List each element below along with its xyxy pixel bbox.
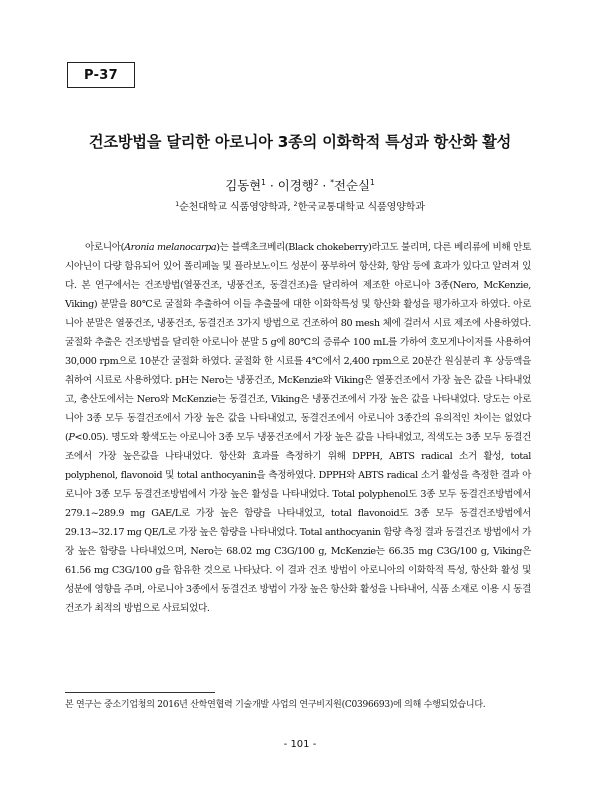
page-number: - 101 -: [283, 739, 317, 750]
affiliation-text: 순천대학교 식품영양학과,: [179, 202, 294, 213]
abstract-body: [65, 238, 531, 618]
species-name: Aronia melanocarpa: [124, 242, 217, 253]
poster-code: P-37: [84, 67, 118, 83]
funding-footnote: 본 연구는 중소기업청의 2016년 산학연협력 기술개발 사업의 연구비지원(C0396693)에 의해 수행되었습니다.: [65, 700, 486, 710]
abstract-text: )는 블랙초크베리(Black chokeberry)라고도 불리며, 다른 베리류에 비해 안토시아닌이 다량 함유되어 있어 폴리페놀 및 플라보노이드 성분이 풍부하여 항산화, 항암 등에 효과가 있다고 알려져 있다. 본 연구에서는 건조방법(열풍건조, 냉풍건조, 동결건조)을 달리하여 제조한 아로니아 3종(Nero, McKenzie, Viking) 분말을 80℃로 굴절화 추출하여 이들 추출물에 대한 이화학특성 및 항산화 활성을 평가하고자 하였다. 아로니아 분말은 열풍건조, 냉풍건조, 동결건조 3가지 방법으로 건조하여 80 mesh 체에 걸러서 시료 제조에 사용하였다. 굴절화 추출은 건조방법을 달리한 아로니아 분말 5 g에 80℃의 증류수 100 mL를 가하여 호모게나이저를 사용하여 30,000 rpm으로 10분간 굴절화 하였다. 굴절화 한 시료를 4℃에서 2,400 rpm으로 20분간 원심분리 후 상등액을 취하여 시료로 사용하였다. pH는 Nero는 냉풍건조, McKenzie와 Viking은 열풍건조에서 가장 높은 값을 나타내었고, 총산도에서는 Nero와 McKenzie는 동결건조, Viking은 냉풍건조에서 가장 높은 값을 나타내었다. 당도는 아로니아 3종 모두 동결건조에서 가장 높은 값을 나타내었고, 동결건조에서 아로니아 3종간의 유의적인 차이는 없었다(: [65, 242, 531, 443]
abstract-text: <0.05). 명도와 황색도는 아로니아 3종 모두 냉풍건조에서 가장 높은 값을 나타내었고, 적색도는 3종 모두 동결건조에서 가장 높은값을 나타내었다. 항산화 효과를 측정하기 위해 DPPH, ABTS radical 소거 활성, total polyphenol, flavonoid 및 total anthocyanin을 측정하였다. DPPH와 ABTS radical 소거 활성을 측정한 결과 아로니아 3종 모두 동결건조방법에서 가장 높은 활성을 나타내었다. Total polyphenol도 3종 모두 동결건조방법에서 279.1~289.9 mg GAE/L로 가장 높은 함량을 나타내었고, total flavonoid도 3종 모두 동결건조방법에서 29.13~32.17 mg QE/L로 가장 높은 함량을 나타내었다. Total anthocyanin 함량 측정 결과 동결건조 방법에서 가장 높은 함량을 나타내었으며, Nero는 68.02 mg C3G/100 g, McKenzie는 66.35 mg C3G/100 g, Viking은 61.56 mg C3G/100 g을 함유한 것으로 나타났다. 이 결과 건조 방법이 아로니아의 이화학적 특성, 항산화 활성 및 성분에 영향을 주며, 아로니아 3종에서 동결건조 방법이 가장 높은 항산화 활성을 나타내어, 식품 소재로 이용 시 동결건조가 최적의 방법으로 사료되었다.: [65, 432, 531, 614]
author-separator: ·: [265, 178, 278, 193]
author-list: [60, 176, 540, 194]
author-name: 김동현: [225, 178, 262, 193]
author-separator: ·: [318, 178, 331, 193]
author-affiliation-mark: 1: [369, 178, 375, 187]
affiliations: [60, 198, 540, 213]
poster-code-box: [67, 62, 135, 88]
affiliation-mark: 1: [175, 200, 180, 208]
affiliation-text: 한국교통대학교 식품영양학과: [297, 202, 425, 213]
author-affiliation-mark: 1: [261, 178, 266, 187]
paper-title: 건조방법을 달리한 아로니아 3종의 이화학적 특성과 항산화 활성: [88, 133, 512, 151]
corresponding-author-mark: *: [330, 178, 335, 187]
footnote-divider: [65, 692, 215, 693]
p-value-symbol: P: [68, 432, 75, 443]
author-affiliation-mark: 2: [313, 178, 319, 187]
abstract-text: 아로니아(: [85, 242, 125, 253]
author-name: 이경행: [277, 178, 314, 193]
author-name: 전순실: [334, 178, 370, 193]
affiliation-mark: 2: [293, 200, 298, 208]
